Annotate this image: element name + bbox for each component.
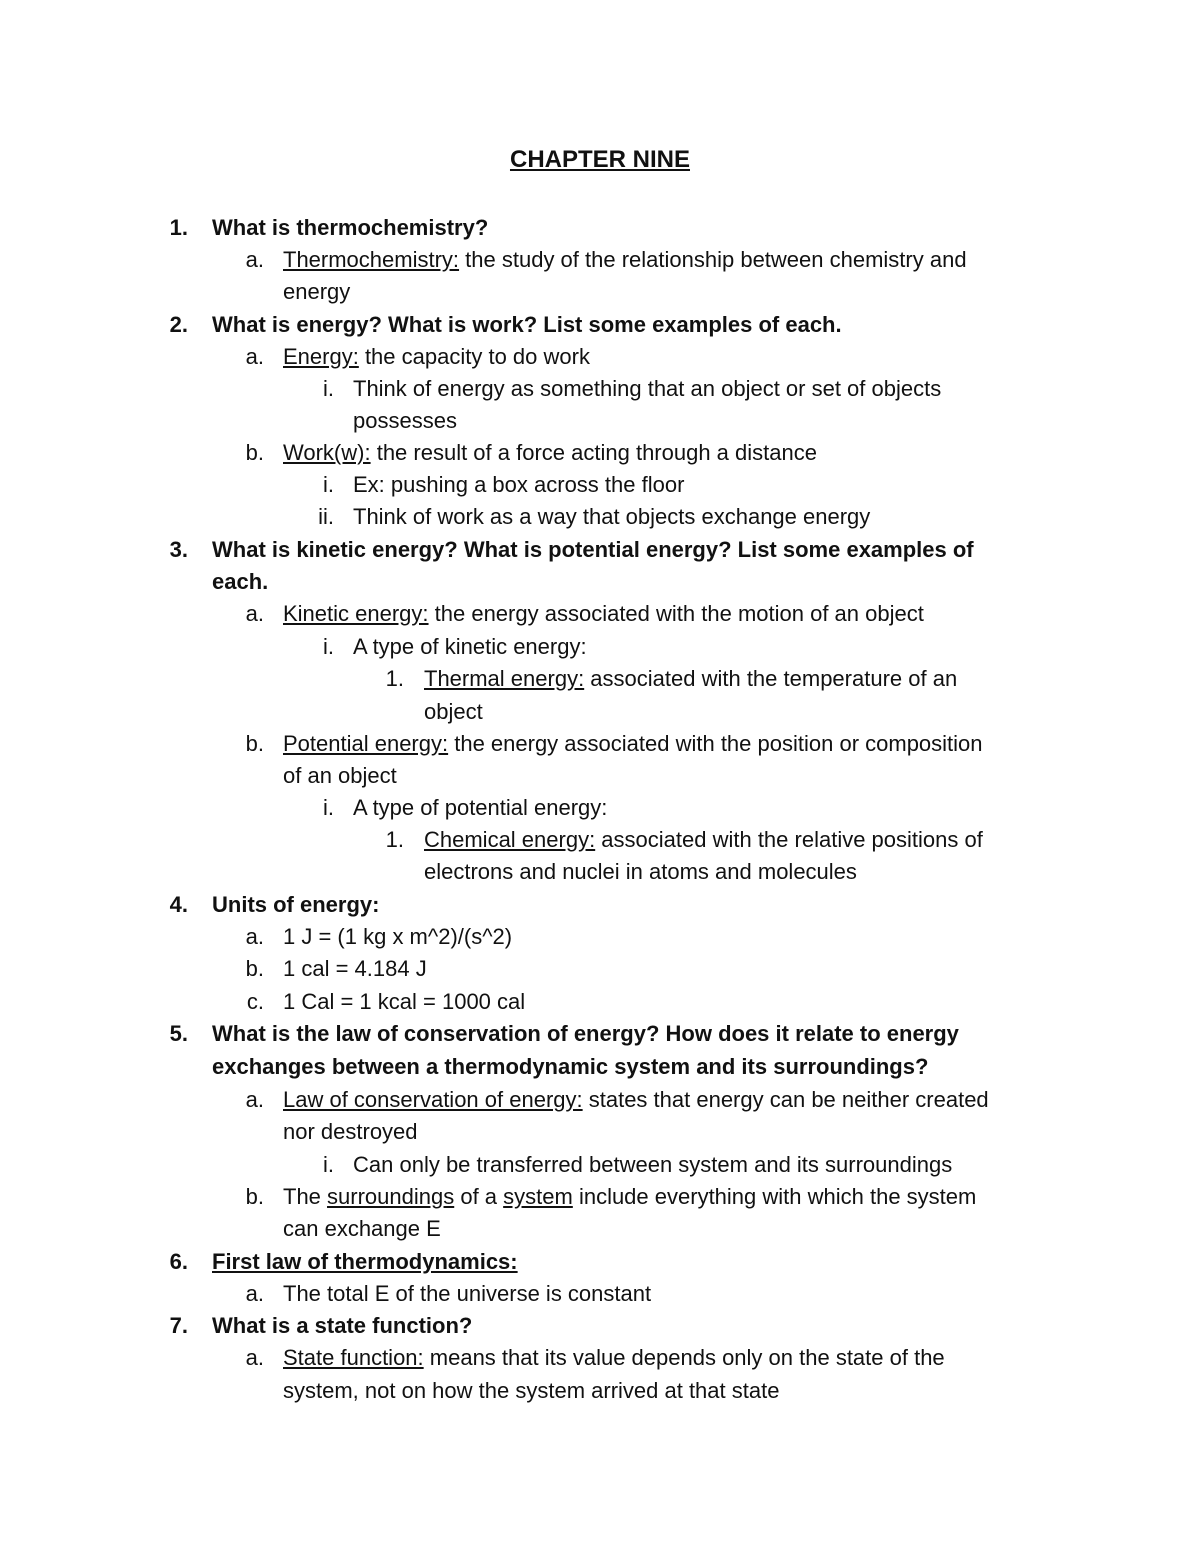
text: Think of energy as something that an object or set of objects [353, 376, 942, 401]
answer-5a-cont: nor destroyed [283, 1119, 418, 1144]
list-marker: b. [245, 956, 264, 981]
term: system [503, 1184, 573, 1209]
text: Think of work as a way that objects exchange energy [353, 504, 871, 529]
text: associated with the relative positions of [595, 827, 983, 852]
question-3-cont: each. [212, 569, 269, 594]
list-marker: a. [245, 924, 264, 949]
term: Energy: [283, 344, 359, 369]
chapter-title: CHAPTER NINE [509, 146, 690, 173]
list-marker: 4. [169, 892, 188, 917]
text: include everything with which the system [572, 1184, 977, 1209]
text: What is a state function? [212, 1313, 473, 1338]
answer-1a-cont: energy [283, 279, 351, 304]
text: What is kinetic energy? What is potential energy? List some examples of [212, 537, 974, 562]
answer-3a-i-1-cont: object [424, 699, 483, 724]
list-marker: a. [245, 1345, 264, 1370]
text: the energy associated with the position or composition [448, 731, 983, 756]
list-marker: i. [323, 472, 334, 497]
text: A type of potential energy: [353, 795, 608, 820]
text: 1 J = (1 kg x m^2)/(s^2) [283, 924, 513, 949]
answer-3b-cont: of an object [283, 763, 397, 788]
question-5-cont: exchanges between a thermodynamic system and its surroundings? [212, 1054, 929, 1079]
term: Kinetic energy: [283, 601, 429, 626]
text: the result of a force acting through a distance [370, 440, 817, 465]
text: What is energy? What is work? List some examples of each. [212, 312, 842, 337]
text: The total E of the universe is constant [283, 1281, 652, 1306]
list-marker: a. [245, 1087, 264, 1112]
term: Potential energy: [283, 731, 449, 756]
text: 1 cal = 4.184 J [283, 956, 427, 981]
list-marker: b. [245, 1184, 264, 1209]
list-marker: 2. [169, 312, 188, 337]
term: Law of conservation of energy: [283, 1087, 583, 1112]
text: means that its value depends only on the state of the [423, 1345, 945, 1370]
list-marker: a. [245, 1281, 264, 1306]
list-marker: i. [323, 376, 334, 401]
list-marker: c. [246, 989, 264, 1014]
text: associated with the temperature of an [584, 666, 958, 691]
term: Work(w): [283, 440, 371, 465]
answer-7a-cont: system, not on how the system arrived at that state [283, 1378, 780, 1403]
list-marker: 1. [385, 827, 404, 852]
text: of a [454, 1184, 504, 1209]
answer-3b-i-1-cont: electrons and nuclei in atoms and molecules [424, 859, 857, 884]
list-marker: i. [323, 634, 334, 659]
text: Can only be transferred between system and its surroundings [353, 1152, 953, 1177]
list-marker: a. [245, 601, 264, 626]
text: The [283, 1184, 328, 1209]
list-marker: 3. [169, 537, 188, 562]
term: Chemical energy: [424, 827, 596, 852]
text: Units of energy: [212, 892, 380, 917]
text: the capacity to do work [358, 344, 590, 369]
text: Ex: pushing a box across the floor [353, 472, 685, 497]
text: the study of the relationship between chemistry and [459, 247, 967, 272]
text: states that energy can be neither created [582, 1087, 989, 1112]
answer-2a-i-cont: possesses [353, 408, 457, 433]
list-marker: 1. [385, 666, 404, 691]
list-marker: a. [245, 344, 264, 369]
term: surroundings [327, 1184, 455, 1209]
list-marker: 7. [169, 1313, 188, 1338]
text: A type of kinetic energy: [353, 634, 587, 659]
text: First law of thermodynamics: [212, 1249, 518, 1274]
list-marker: b. [245, 440, 264, 465]
list-marker: 1. [169, 215, 188, 240]
text: What is thermochemistry? [212, 215, 489, 240]
list-marker: b. [245, 731, 264, 756]
text: the energy associated with the motion of an object [428, 601, 924, 626]
list-marker: 6. [169, 1249, 188, 1274]
term: State function: [283, 1345, 424, 1370]
list-marker: i. [323, 795, 334, 820]
answer-5b-cont: can exchange E [283, 1216, 441, 1241]
list-marker: 5. [169, 1021, 188, 1046]
list-marker: a. [245, 247, 264, 272]
term: Thermal energy: [424, 666, 585, 691]
term: Thermochemistry: [283, 247, 460, 272]
text: What is the law of conservation of energy? How does it relate to energy [212, 1021, 959, 1046]
list-marker: ii. [318, 504, 334, 529]
list-marker: i. [323, 1152, 334, 1177]
text: 1 Cal = 1 kcal = 1000 cal [283, 989, 526, 1014]
